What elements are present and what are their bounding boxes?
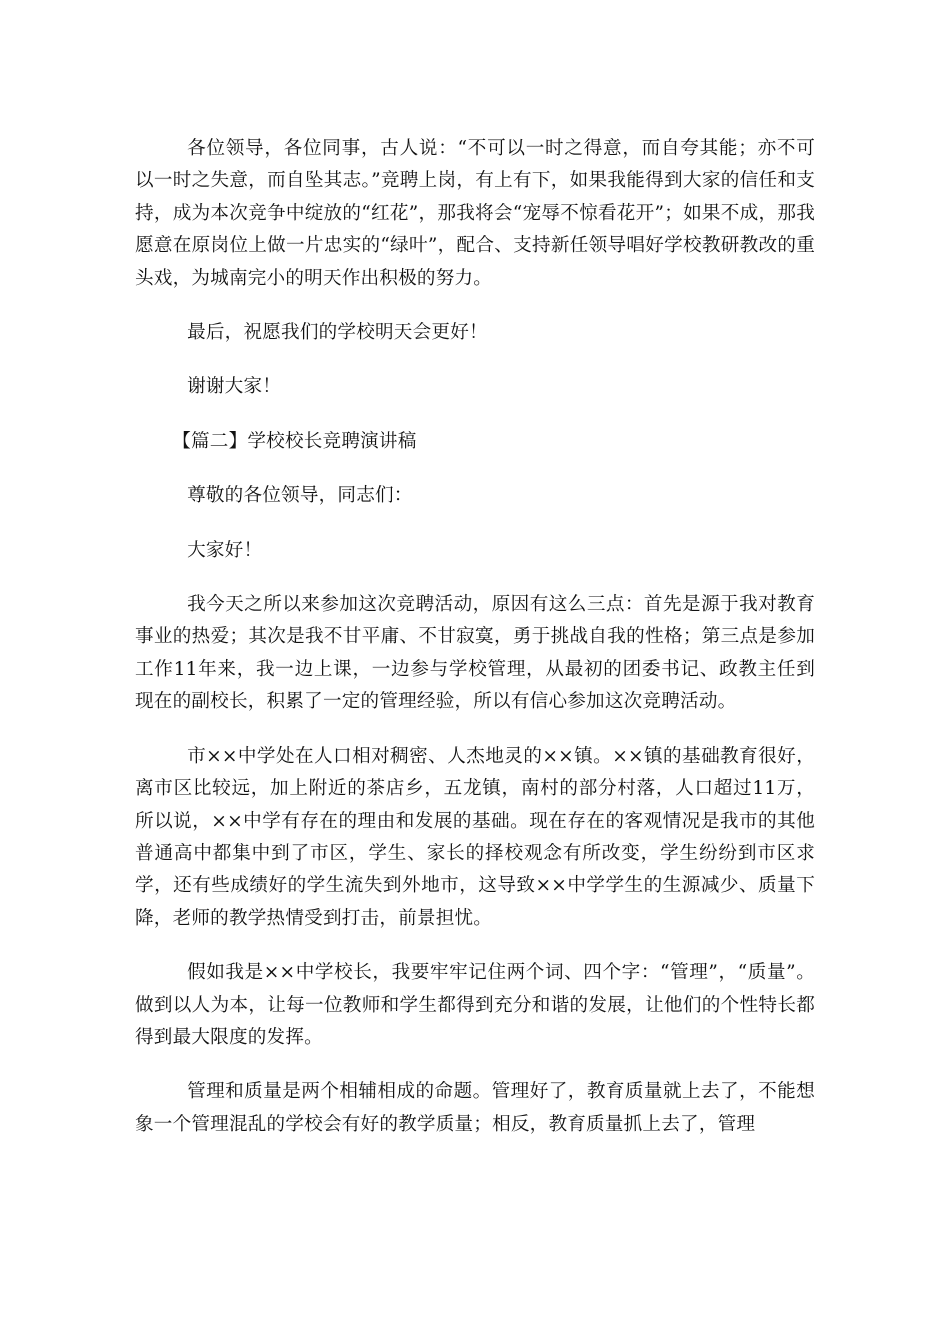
paragraph-blessing: 最后，祝愿我们的学校明天会更好！ <box>187 322 488 344</box>
paragraph-greeting: 大家好！ <box>187 539 263 561</box>
paragraph-complementary: 管理和质量是两个相辅相成的命题。管理好了，教育质量就上去了，不能想象一个管理混乱的学校会有好的教学质量；相反，教育质量抓上去了，管理 <box>135 1081 815 1135</box>
document-body <box>135 133 815 1163</box>
paragraph-school-situation: 市××中学处在人口相对稠密、人杰地灵的××镇。××镇的基础教育很好，离市区比较远，加上附近的茶店乡，五龙镇，南村的部分村落，人口超过11万，所以说，××中学有存在的理由和发展的基础。现在存在的客观情况是我市的其他普通高中都集中到了市区，学生、家长的择校观念有所改变，学生纷纷到市区求学，还有些成绩好的学生流失到外地市，这导致××中学学生的生源减少、质量下降，老师的教学热情受到打击，前景担忧。 <box>135 745 815 929</box>
paragraph-management-quality: 假如我是××中学校长，我要牢牢记住两个词、四个字：“管理”，“质量”。做到以人为本，让每一位教师和学生都得到充分和谐的发展，让他们的个性特长都得到最大限度的发挥。 <box>135 962 815 1048</box>
section-heading-part-two: 【篇二】学校校长竞聘演讲稿 <box>172 430 417 452</box>
paragraph-salutation: 尊敬的各位领导，同志们： <box>187 485 413 507</box>
paragraph-reasons: 我今天之所以来参加这次竞聘活动，原因有这么三点：首先是源于我对教育事业的热爱；其次是我不甘平庸、不甘寂寞，勇于挑战自我的性格；第三点是参加工作11年来，我一边上课，一边参与学校管理，从最初的团委书记、政教主任到现在的副校长，积累了一定的管理经验，所以有信心参加这次竞聘活动。 <box>135 594 815 713</box>
paragraph-closing-remarks: 各位领导，各位同事，古人说：“不可以一时之得意，而自夸其能；亦不可以一时之失意，而自坠其志。”竞聘上岗，有上有下，如果我能得到大家的信任和支持，成为本次竞争中绽放的“红花”，那我将会“宠辱不惊看花开”；如果不成，那我愿意在原岗位上做一片忠实的“绿叶”，配合、支持新任领导唱好学校教研教改的重头戏，为城南完小的明天作出积极的努力。 <box>135 138 815 289</box>
paragraph-thanks: 谢谢大家！ <box>187 376 282 398</box>
